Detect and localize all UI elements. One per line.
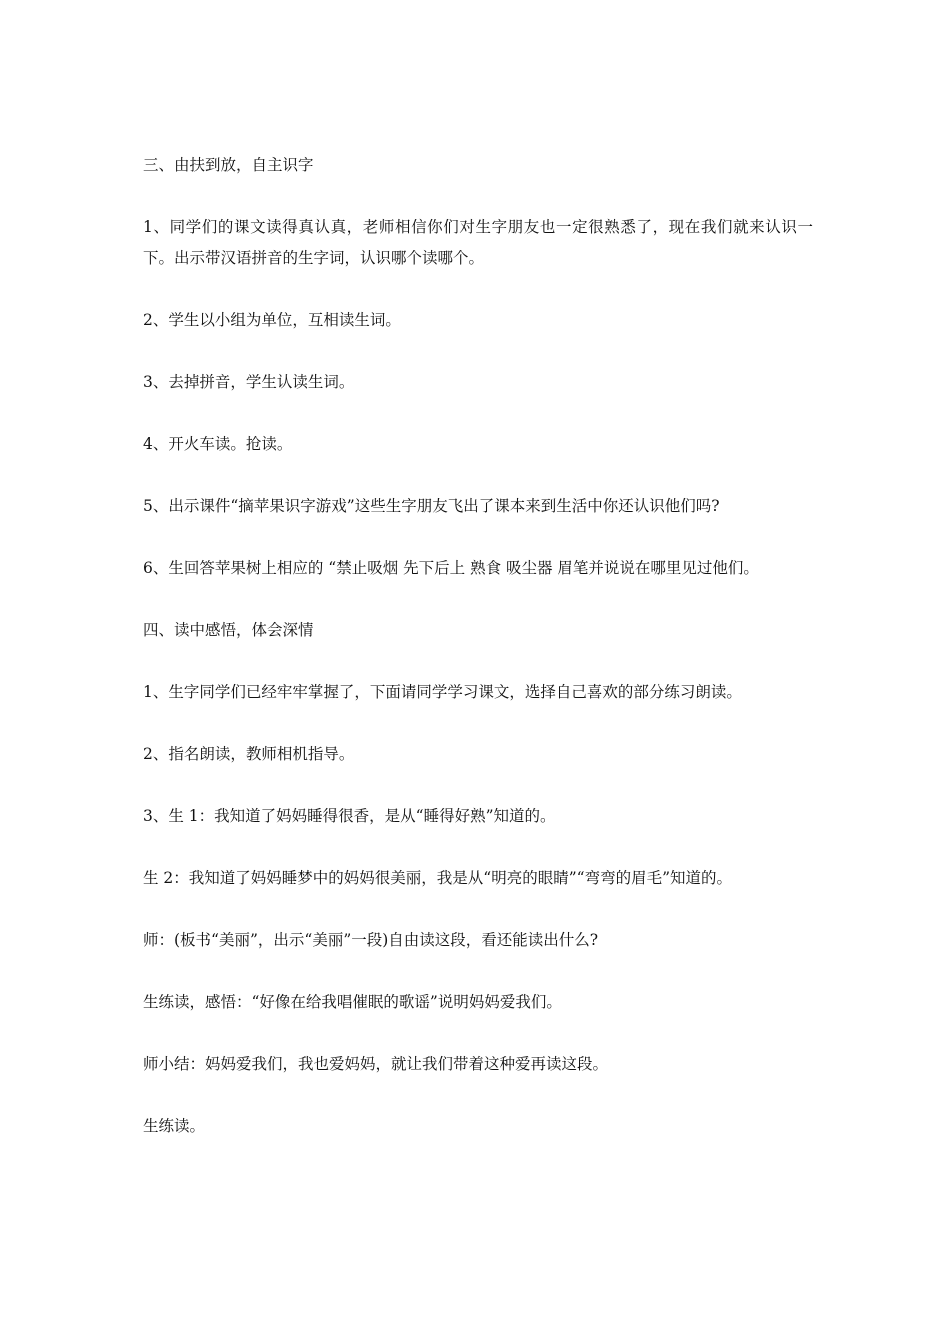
paragraph: 生练读。	[143, 1117, 206, 1135]
paragraph: 生 2：我知道了妈妈睡梦中的妈妈很美丽，我是从“明亮的眼睛”“弯弯的眉毛”知道的。	[143, 869, 732, 887]
paragraph: 2、学生以小组为单位，互相读生词。	[143, 311, 401, 329]
paragraph: 师：(板书“美丽”，出示“美丽”一段)自由读这段，看还能读出什么?	[143, 931, 599, 949]
paragraph: 3、去掉拼音，学生认读生词。	[143, 373, 355, 391]
paragraph: 6、生回答苹果树上相应的 “禁止吸烟 先下后上 熟食 吸尘器 眉笔并说说在哪里见过他们。	[143, 559, 759, 577]
section-heading-3: 三、由扶到放，自主识字	[143, 156, 314, 174]
paragraph: 1、生字同学们已经牢牢掌握了，下面请同学学习课文，选择自己喜欢的部分练习朗读。	[143, 683, 742, 701]
section-heading-4: 四、读中感悟，体会深情	[143, 621, 314, 639]
paragraph: 5、出示课件“摘苹果识字游戏”这些生字朋友飞出了课本来到生活中你还认识他们吗?	[143, 497, 720, 515]
paragraph: 4、开火车读。抢读。	[143, 435, 293, 453]
document-body	[143, 150, 813, 1173]
paragraph: 生练读，感悟：“好像在给我唱催眠的歌谣”说明妈妈爱我们。	[143, 993, 562, 1011]
paragraph: 2、指名朗读，教师相机指导。	[143, 745, 355, 763]
paragraph: 师小结：妈妈爱我们，我也爱妈妈，就让我们带着这种爱再读这段。	[143, 1055, 609, 1073]
paragraph: 3、生 1：我知道了妈妈睡得很香，是从“睡得好熟”知道的。	[143, 807, 556, 825]
paragraph: 1、同学们的课文读得真认真，老师相信你们对生字朋友也一定很熟悉了，现在我们就来认识一下。出示带汉语拼音的生字词，认识哪个读哪个。	[143, 218, 813, 267]
